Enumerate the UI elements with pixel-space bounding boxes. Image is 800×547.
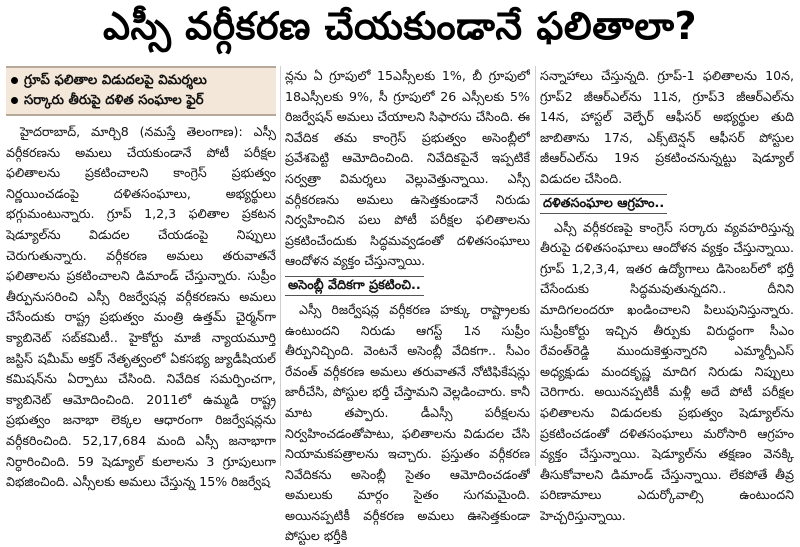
subhead-text: సర్కారు తీరుపై దళిత సంఘాల ఫైర్ [24, 93, 204, 108]
column-1 [6, 66, 276, 493]
article-paragraph: న్లను ఏ గ్రూపులో 15ఎస్సీలకు 1%, బీ గ్రూపులో 18ఎస్సీలకు 9%, సీ గ్రూపులో 26 ఎస్సీలకు 5% రిజర్వేషన్ అమలు చేయాలని సిఫారసు చేసింది. ఈ నివేదిక తమ కాంగ్రెస్ ప్రభుత్వం అసెంబ్లీలో ప్రవేశపెట్టి ఆమోదించింది. నివేదికపైనే ఇప్పటికే సర్వత్రా విమర్శలు వెల్లువెత్తున్నాయి. ఎస్సీ వర్గీకరణను అమలు ఉసెత్తకుండానే నిరుడు నిర్వహించిన పలు పోటీ పరీక్షల ఫలితాలను ప్రకటించేందుకు సిద్ధమవ్వడంతో దళితసంఘాలు ఆందోళన వ్యక్తం చేస్తున్నాయి. [285, 68, 530, 269]
subhead-text: గ్రూప్ ఫలితాల విడుదలపై విమర్శలు [24, 73, 207, 88]
section-heading: అసెంబ్లీ వేదికగా ప్రకటించి.. [285, 276, 424, 296]
article-paragraph: ఎస్సీ రిజర్వేషన్ల వర్గీకరణ హక్కు రాష్ట్రాలకు ఉంటుందని నిరుడు ఆగస్ట్ 1న సుప్రీం తీర్పునిచ్చింది. వెంటనే అసెంబ్లీ వేదికగా.. సీఎం రేవంత్ వర్గీకరణ అమలు తరువాతనే నోటిఫికేషన్లు జారీచేసి, పోస్టుల భర్తీ చేస్తామని వెల్లడించారు. కానీ మాట తప్పారు. డీఎస్సీ పరీక్షలను నిర్వహించడంతోపాటు, ఫలితాలను విడుదల చేసి నియామకపత్రాలను ఇచ్చారు. ప్రస్తుతం వర్గీకరణ నివేదికను అసెంబ్లీ సైతం ఆమోదించడంతో అమలుకు మార్గం సైతం సుగమమైంది. అయినప్పటికీ వర్గీకరణ అమలు ఊసెత్తకుండా పోస్టుల భర్తీకి [285, 301, 530, 544]
article-paragraph [6, 122, 276, 493]
bullet-icon [11, 97, 18, 104]
column-3 [540, 66, 794, 526]
paragraph-text: ఎస్సీ వర్గీకరణను అమలు చేయకుండానే పోటీ పరీక్షల ఫలితాలను ప్రకటించాలని కాంగ్రెస్ ప్రభుత్వం నిర్ణయించడంపై దళితసంఘాలు, అభ్యర్థులు భగ్గుమంటున్నారు. గ్రూప్ 1,2,3 ఫలితాల ప్రకటన షెడ్యూల్‌ను విడుదల చేయడంపై నిప్పులు చెరుగుతున్నారు. వర్గీకరణ అమలు తరువాతనే ఫలితాలను ప్రకటించాలని డిమాండ్ చేస్తున్నారు. సుప్రీం తీర్పునుసరించి ఎస్సీ రిజర్వేషన్ల వర్గీకరణను అమలు చేసేందుకు రాష్ట్ర ప్రభుత్వం మంత్రి ఉత్తమ్ చైర్మన్‌గా క్యాబినెట్ సబ్‌కమిటీ.. హైకోర్టు మాజీ న్యాయమూర్తి జస్టిస్ షమీమ్ అక్తర్ నేతృత్వంలో ఏకసభ్య జ్యుడీషియల్ కమిషన్‌ను ఏర్పాటు చేసింది. నివేదిక సమర్పించగా, క్యాబినెట్ ఆమోదించింది. 2011లో ఉమ్మడి రాష్ట్ర ప్రభుత్వం జనాభా లెక్కల ఆధారంగా రిజర్వేషన్లను వర్గీకరించింది. 52,17,684 మంది ఎస్సీ జనాభాగా నిర్ధారించింది. 59 షెడ్యూల్ కులాలను 3 గ్రూపులుగా విభజించింది. ఎస్సీలకు అమలు చేస్తున్న 15% రిజర్వేష [6, 124, 276, 490]
article-paragraph: సన్నాహాలు చేస్తున్నది. గ్రూప్-1 ఫలితాలను 10న, గ్రూప్2 జీఆర్ఎల్‌ను 11న, గ్రూప్3 జీఆర్ఎల్‌ను 14న, హాస్టల్ వెల్ఫేర్ ఆఫీసర్ అభ్యర్థుల తుది జాబితాను 17న, ఎక్స్‌టెన్షన్ ఆఫీసర్ పోస్టుల జీఆర్ఎల్‌ను 19న ప్రకటించనున్నట్టు షెడ్యూల్ విడుదల చేసింది. [540, 68, 794, 186]
dateline: హైదరాబాద్, మార్చి8 (నమస్తే తెలంగాణ): [20, 124, 243, 139]
section-heading: దళితసంఘాల ఆగ్రహం.. [540, 194, 667, 214]
subhead-bullet [24, 91, 270, 111]
subhead-box [6, 66, 276, 116]
column-divider [535, 66, 536, 466]
bullet-icon [11, 77, 18, 84]
headline: ఎస్సీ వర్గీకరణ చేయకుండానే ఫలితాలా? [102, 4, 698, 48]
subhead-bullet [24, 71, 270, 91]
column-2 [285, 66, 530, 547]
article-paragraph: ఎస్సీ వర్గీకరణపై కాంగ్రెస్ సర్కారు వ్యవహరిస్తున్న తీరుపై దళితసంఘాలు ఆందోళన వ్యక్తం చేస్తున్నాయి. గ్రూప్ 1,2,3,4, ఇతర ఉద్యోగాలు డిసెంబర్‌లో భర్తీ చేసేందుకు సిద్ధమవుతున్నదని.. దీనిని మాదిగలందరూ ఖండించాలని పిలుపునిస్తున్నారు. సుప్రీంకోర్టు ఇచ్చిన తీర్పుకు విరుద్ధంగా సీఎం రేవంత్‌రెడ్డి ముందుకెళ్తున్నారని ఎమ్మార్పీఎస్ అధ్యక్షుడు మందకృష్ణ మాదిగ నిరుడు నిప్పులు చెరిగారు. అయినప్పటికీ మళ్లీ అదే పోటీ పరీక్షల ఫలితాలను విడుదలకు ప్రభుత్వం షెడ్యూల్‌ను ప్రకటించడంతో దళితసంఘాలు మరోసారి ఆగ్రహం వ్యక్తం చేస్తున్నాయి. షెడ్యూల్‌ను తక్షణం వెనక్కి తీసుకోవాలని డిమాండ్ చేస్తున్నాయి. లేకపోతే తీవ్ర పరిణామాలు ఎదుర్కోవాల్సి ఉంటుందని హెచ్చరిస్తున్నాయి. [540, 219, 794, 523]
column-divider [280, 66, 281, 466]
